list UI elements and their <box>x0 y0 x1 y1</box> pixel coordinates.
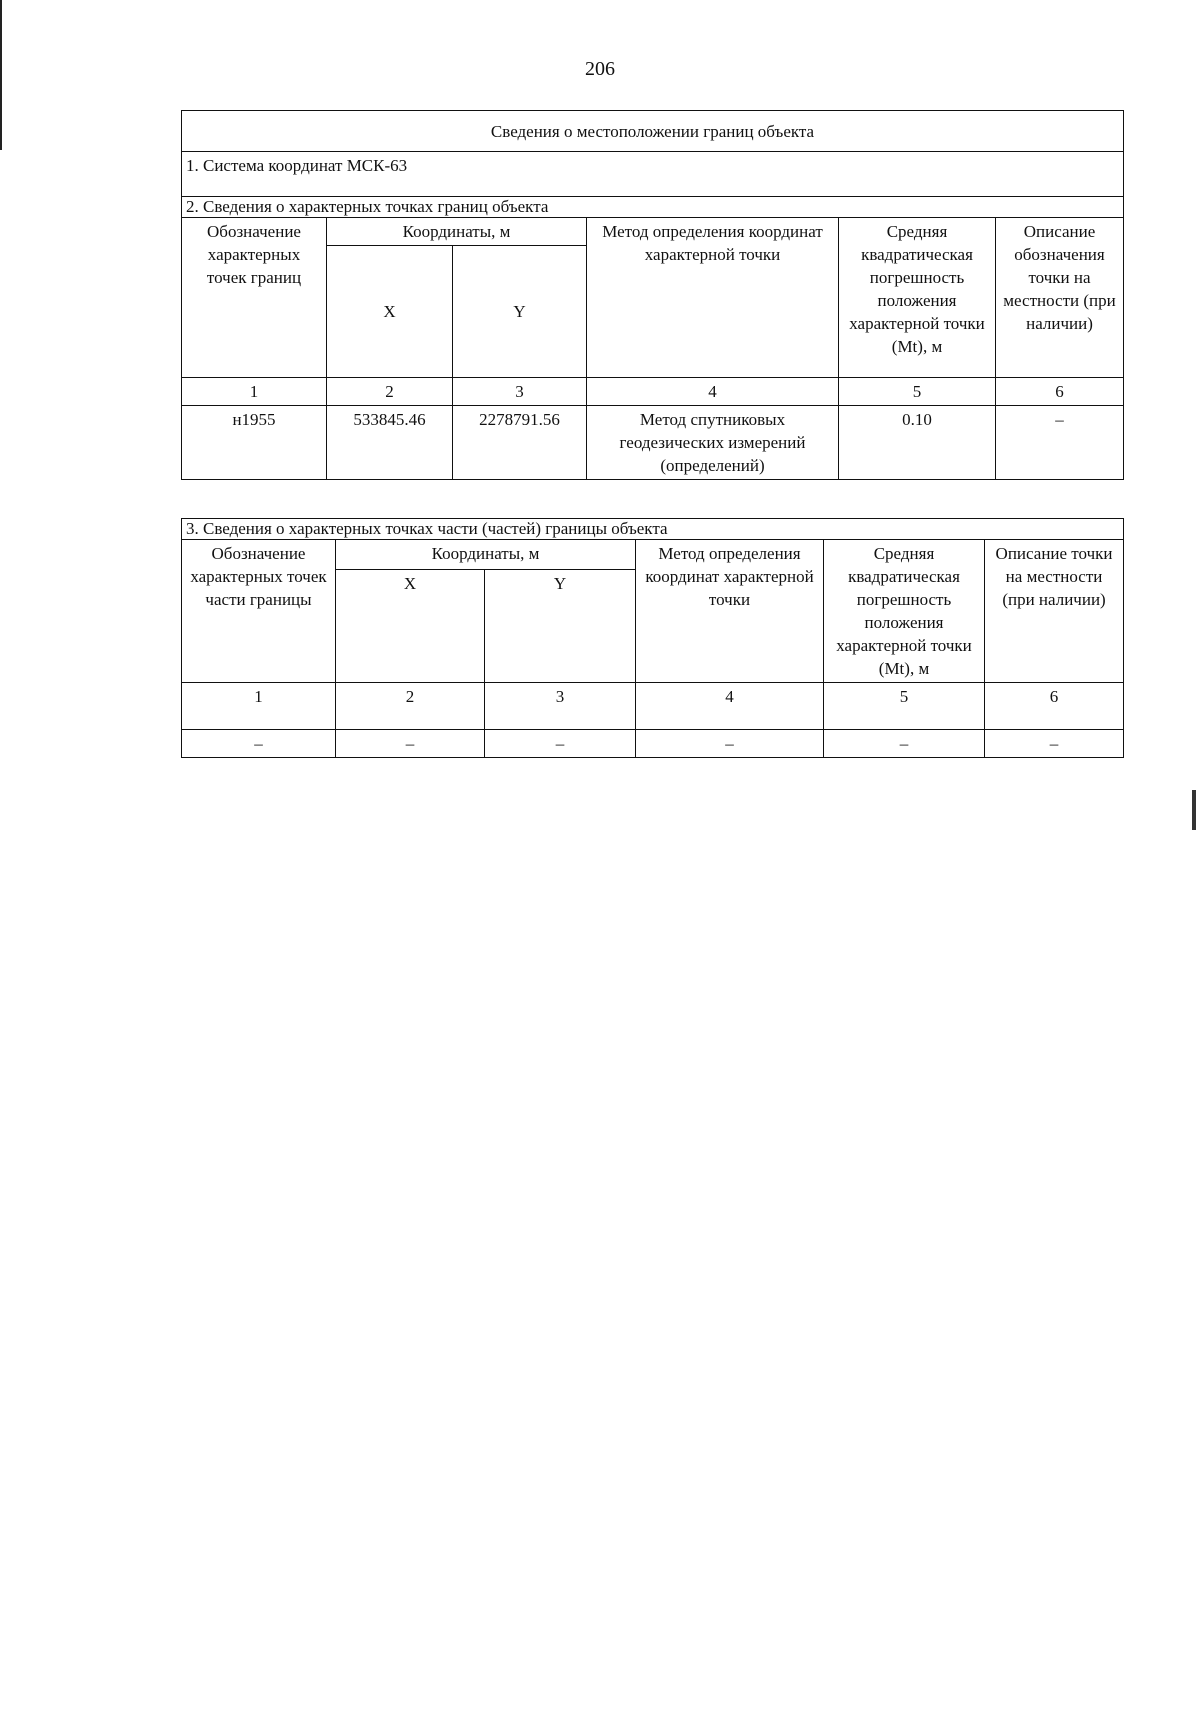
column-number: 6 <box>985 683 1124 730</box>
column-number: 5 <box>824 683 985 730</box>
header-description: Описание обозначения точки на местности (при наличии) <box>996 218 1124 378</box>
header-coordinates: Координаты, м <box>327 218 587 246</box>
point-y: 2278791.56 <box>453 406 587 480</box>
point-description: – <box>985 730 1124 758</box>
column-number: 1 <box>182 378 327 406</box>
column-number: 3 <box>453 378 587 406</box>
boundary-points-table <box>181 110 1124 480</box>
column-number: 1 <box>182 683 336 730</box>
point-description: – <box>996 406 1124 480</box>
page-number: 206 <box>585 58 615 80</box>
table-row <box>182 406 1124 480</box>
section3-heading: 3. Сведения о характерных точках части (частей) границы объекта <box>182 519 1124 540</box>
header-method: Метод определения координат характерной точки <box>636 540 824 683</box>
column-number: 6 <box>996 378 1124 406</box>
point-x: 533845.46 <box>327 406 453 480</box>
point-error: – <box>824 730 985 758</box>
point-y: – <box>485 730 636 758</box>
column-number: 2 <box>327 378 453 406</box>
header-error: Средняя квадратическая погрешность положения характерной точки (Mt), м <box>839 218 996 378</box>
point-x: – <box>336 730 485 758</box>
column-number: 5 <box>839 378 996 406</box>
column-number: 4 <box>587 378 839 406</box>
part-boundary-points-table <box>181 518 1124 758</box>
column-numbers-row <box>182 378 1124 406</box>
coordinate-system: 1. Система координат МСК-63 <box>182 152 1124 197</box>
column-number: 4 <box>636 683 824 730</box>
header-designation: Обозначение характерных точек части границы <box>182 540 336 683</box>
point-method: – <box>636 730 824 758</box>
column-numbers-row <box>182 683 1124 730</box>
header-y: Y <box>485 570 636 683</box>
header-coordinates: Координаты, м <box>336 540 636 570</box>
scan-mark-right <box>1192 790 1196 830</box>
header-error: Средняя квадратическая погрешность положения характерной точки (Mt), м <box>824 540 985 683</box>
header-x: X <box>327 246 453 378</box>
table-row <box>182 730 1124 758</box>
header-method: Метод определения координат характерной точки <box>587 218 839 378</box>
header-y: Y <box>453 246 587 378</box>
section2-heading: 2. Сведения о характерных точках границ объекта <box>182 197 1124 218</box>
table-title: Сведения о местоположении границ объекта <box>182 111 1124 152</box>
point-error: 0.10 <box>839 406 996 480</box>
point-method: Метод спутниковых геодезических измерений (определений) <box>587 406 839 480</box>
header-description: Описание точки на местности (при наличии) <box>985 540 1124 683</box>
column-number: 3 <box>485 683 636 730</box>
column-number: 2 <box>336 683 485 730</box>
point-designation: н1955 <box>182 406 327 480</box>
header-designation: Обозначение характерных точек границ <box>182 218 327 378</box>
header-x: X <box>336 570 485 683</box>
point-designation: – <box>182 730 336 758</box>
